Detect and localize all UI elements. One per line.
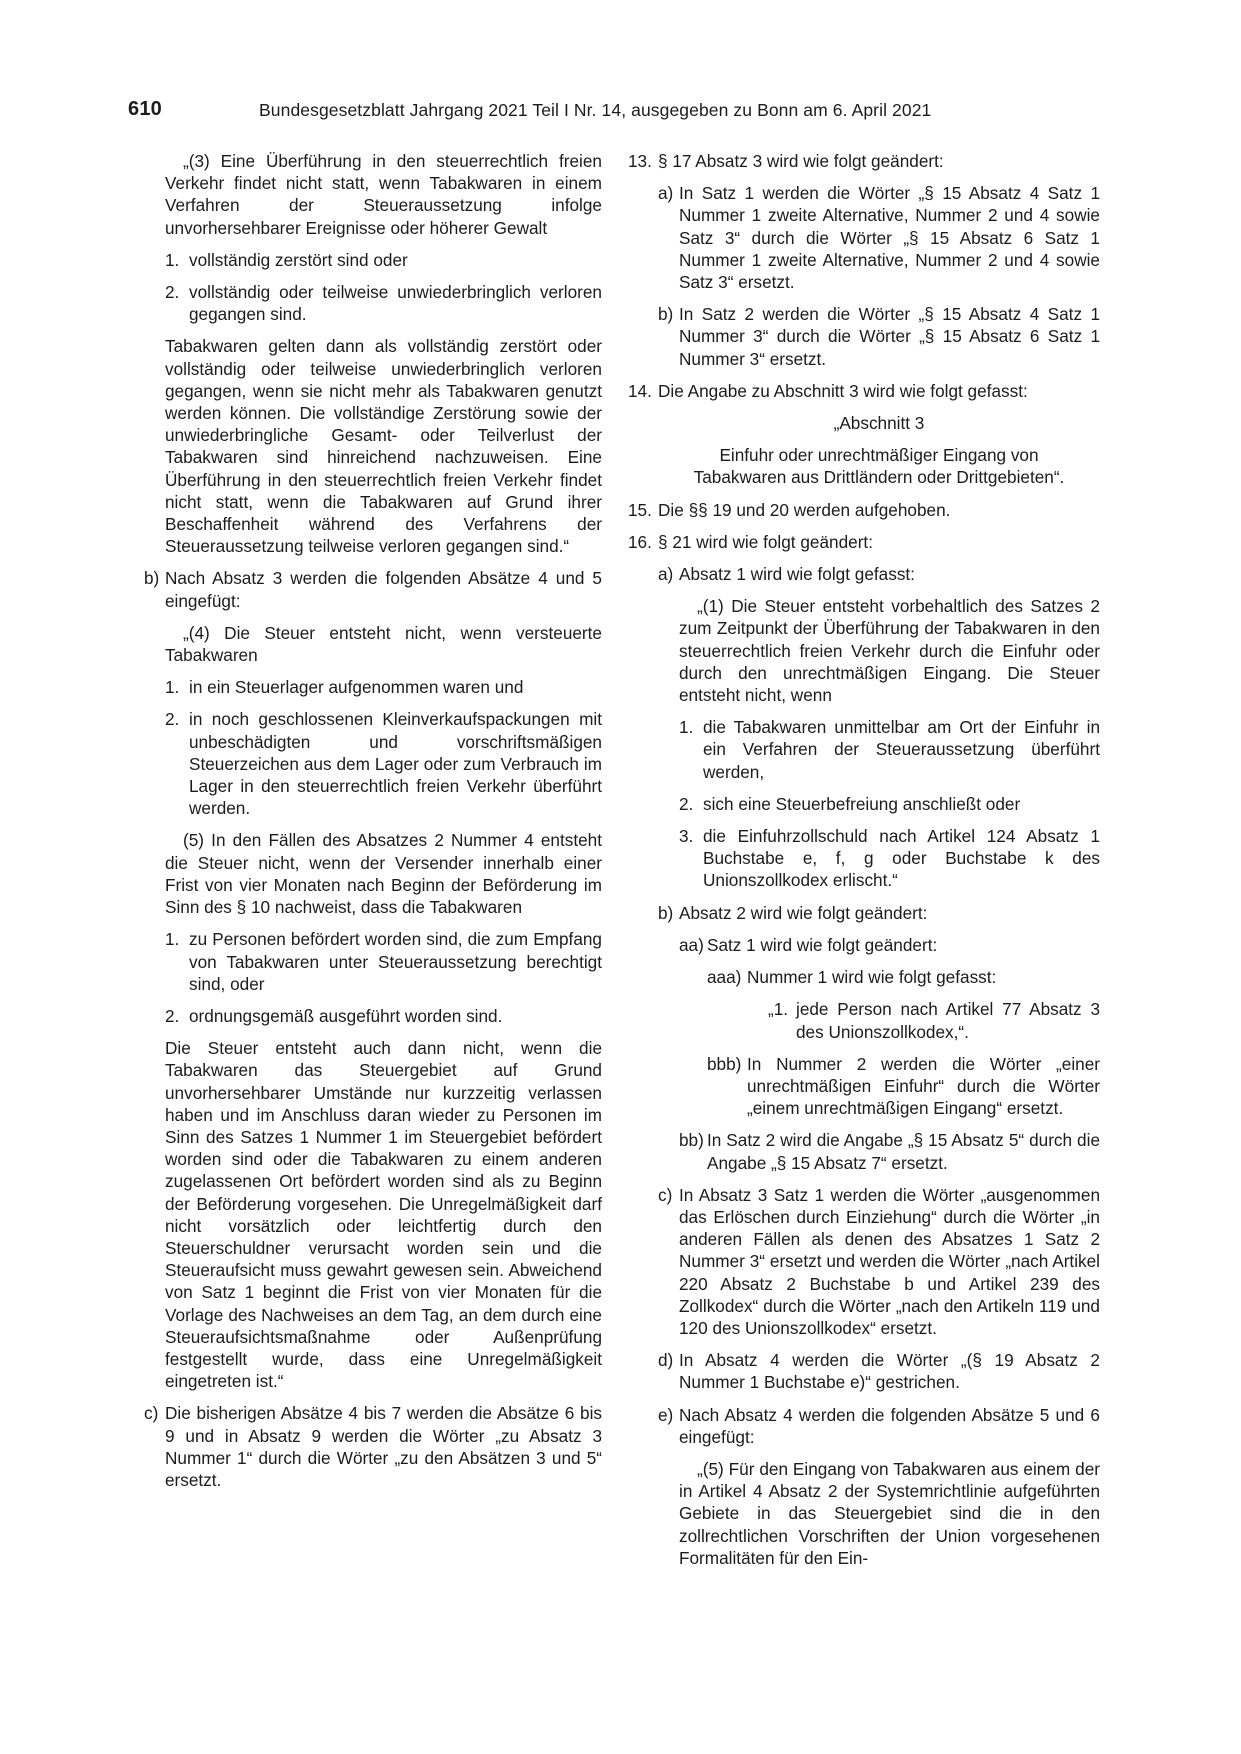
item-text: in ein Steuerlager aufgenommen waren und: [189, 677, 524, 698]
item-text: § 17 Absatz 3 wird wie folgt geändert:: [658, 151, 944, 171]
item-16-d: [658, 1349, 1100, 1393]
amendment-text: Die bisherigen Absätze 4 bis 7 werden die Absätze 6 bis 9 und in Absatz 9 werden die Wörter „zu Absatz 3 Nummer 1“ durch die Wörter „zu den Absätzen 3 und 5“ ersetzt.: [165, 1403, 602, 1490]
item-label: 1.: [165, 249, 180, 270]
amendment-text: Nummer 1 wird wie folgt gefasst:: [747, 967, 997, 988]
list-item: [165, 249, 602, 271]
item-label: „1.: [768, 999, 789, 1020]
item-text: ordnungsgemäß ausgeführt worden sind.: [189, 1005, 503, 1026]
quoted-paragraph-1: „(1) Die Steuer entsteht vorbehaltlich des Satzes 2 zum Zeitpunkt der Überführung der Tabakwaren in den steuerrechtlich freien Verkehr durch die Einfuhr oder durch den unrechtmäßigen Eingang. Die Steuer entsteht nicht, wenn: [679, 596, 1100, 706]
quoted-number-1: [768, 998, 1100, 1042]
item-14: [628, 380, 1100, 402]
amendment-text: In Satz 2 werden die Wörter „§ 15 Absatz 4 Satz 1 Nummer 3“ durch die Wörter „§ 15 Absatz 6 Satz 1 Nummer 3“ ersetzt.: [679, 304, 1100, 369]
amendment-label: bbb): [707, 1053, 742, 1074]
paragraph-3-intro: „(3) Eine Überführung in den steuerrechtlich freien Verkehr findet nicht statt, wenn Tabakwaren in einem Verfahren der Steueraussetzung infolge unvorhersehbarer Ereignisse oder höherer Gewalt: [165, 151, 602, 238]
list-item: [165, 1005, 602, 1027]
amendment-text: In Absatz 3 Satz 1 werden die Wörter „ausgenommen das Erlöschen durch Einziehung“ durch die Wörter „in anderen Fällen als denen des Absatzes 1 Satz 2 Nummer 3“ ersetzt und werden die Wörter „nach Artikel 220 Absatz 2 Buchstabe b und Artikel 239 des Zollkodex“ durch die Wörter „nach den Artikeln 119 und 120 des Unionszollkodex“ ersetzt.: [679, 1184, 1100, 1338]
list-item: [165, 281, 602, 325]
item-13: [628, 150, 1100, 172]
amendment-label: b): [658, 304, 674, 325]
item-16-b-aa-aaa: [707, 966, 1100, 988]
item-16-b: [658, 902, 1100, 924]
item-13-b: [658, 303, 1100, 370]
amendment-text: Nach Absatz 3 werden die folgenden Absätze 4 und 5 eingefügt:: [165, 568, 602, 611]
amendment-text: Satz 1 wird wie folgt geändert:: [707, 934, 938, 955]
item-number: 13.: [628, 151, 652, 171]
list-item: [679, 825, 1100, 892]
item-text: vollständig zerstört sind oder: [189, 249, 408, 270]
list-item: [165, 708, 602, 819]
amendment-label: c): [144, 1403, 159, 1424]
amendment-text: In Satz 2 wird die Angabe „§ 15 Absatz 5“ durch die Angabe „§ 15 Absatz 7“ ersetzt.: [707, 1130, 1100, 1173]
section-title-line: Tabakwaren aus Drittländern oder Drittgebieten“.: [693, 467, 1065, 488]
item-text: vollständig oder teilweise unwiederbringlich verloren gegangen sind.: [189, 282, 602, 325]
amendment-text: In Satz 1 werden die Wörter „§ 15 Absatz 4 Satz 1 Nummer 1 zweite Alternative, Nummer 2 und 4 sowie Satz 3“ durch die Wörter „§ 15 Absatz 6 Satz 1 Nummer 1 zweite Alternative, Nummer 2 und 4 sowie Satz 3“ ersetzt.: [679, 183, 1100, 293]
amendment-label: bb): [679, 1130, 704, 1151]
paragraph-5-intro: (5) In den Fällen des Absatzes 2 Nummer 4 entsteht die Steuer nicht, wenn der Versender innerhalb einer Frist von vier Monaten nach Beginn der Beförderung im Sinn des § 10 nachweist, dass die Tabakwaren: [165, 830, 602, 918]
paragraph-4-intro: „(4) Die Steuer entsteht nicht, wenn versteuerte Tabakwaren: [165, 622, 602, 666]
item-text: Die Angabe zu Abschnitt 3 wird wie folgt gefasst:: [658, 380, 1028, 401]
item-label: 1.: [165, 677, 180, 698]
item-number: 14.: [628, 380, 652, 401]
item-label: 2.: [165, 709, 180, 730]
amendment-label: aa): [679, 934, 704, 955]
list-item: [679, 716, 1100, 783]
item-16-b-bb: [679, 1129, 1100, 1173]
item-15: [628, 499, 1100, 521]
amendment-label: e): [658, 1404, 674, 1425]
amendment-text: Nach Absatz 4 werden die folgenden Absätze 5 und 6 eingefügt:: [679, 1404, 1100, 1447]
page-number: 610: [128, 98, 162, 120]
amendment-text: In Absatz 4 werden die Wörter „(§ 19 Absatz 2 Nummer 1 Buchstabe e)“ gestrichen.: [679, 1350, 1100, 1393]
item-16-c: [658, 1184, 1100, 1339]
item-label: 2.: [679, 793, 694, 814]
amendment-label: a): [658, 564, 674, 585]
item-16-b-aa: [679, 934, 1100, 956]
item-label: 1.: [165, 929, 180, 950]
item-16: [628, 531, 1100, 553]
left-column: [144, 150, 602, 1501]
item-16-a: [658, 563, 1100, 585]
item-16-e: [658, 1404, 1100, 1448]
item-text: sich eine Steuerbefreiung anschließt oder: [703, 793, 1021, 814]
list-item: [679, 793, 1100, 815]
amendment-label: b): [144, 568, 160, 589]
item-text: zu Personen befördert worden sind, die zum Empfang von Tabakwaren unter Steueraussetzung berechtigt sind, oder: [189, 929, 602, 994]
amendment-label: a): [658, 183, 674, 204]
item-13-a: [658, 182, 1100, 293]
list-item: [165, 928, 602, 995]
amendment-label: aaa): [707, 967, 742, 988]
item-number: 16.: [628, 531, 652, 552]
item-text: § 21 wird wie folgt geändert:: [658, 531, 873, 552]
amendment-label: c): [658, 1184, 673, 1205]
item-label: 2.: [165, 282, 180, 303]
item-label: 3.: [679, 826, 694, 847]
item-label: 2.: [165, 1005, 180, 1026]
quoted-paragraph-5: „(5) Für den Eingang von Tabakwaren aus einem der in Artikel 4 Absatz 2 der Systemrichtlinie aufgeführten Gebiete in das Steuergebiet sind die in den zollrechtlichen Vorschriften der Union vorgesehenen Formalitäten für den Ein-: [679, 1458, 1100, 1568]
section-title-line: Einfuhr oder unrechtmäßiger Eingang von: [719, 445, 1039, 466]
amendment-text: Absatz 2 wird wie folgt geändert:: [679, 902, 928, 923]
running-head: Bundesgesetzblatt Jahrgang 2021 Teil I Nr. 14, ausgegeben zu Bonn am 6. April 2021: [259, 100, 932, 120]
item-label: 1.: [679, 717, 694, 738]
amendment-label: d): [658, 1350, 674, 1371]
item-16-b-aa-bbb: [707, 1053, 1100, 1120]
item-text: in noch geschlossenen Kleinverkaufspackungen mit unbeschädigten und vorschriftsmäßigen Steuerzeichen aus dem Lager oder zum Verbrauch im Lager in den steuerrechtlich freien Verkehr überführt werden.: [189, 709, 602, 819]
amendment-b: [144, 567, 602, 611]
amendment-text: Absatz 1 wird wie folgt gefasst:: [679, 564, 915, 585]
item-text: die Einfuhrzollschuld nach Artikel 124 Absatz 1 Buchstabe e, f, g oder Buchstabe k des Unionszollkodex erlischt.“: [703, 826, 1100, 891]
list-item: [165, 676, 602, 698]
item-text: jede Person nach Artikel 77 Absatz 3 des Unionszollkodex,“.: [796, 999, 1100, 1042]
item-number: 15.: [628, 499, 652, 520]
right-column: [628, 150, 1100, 1579]
section-heading: „Abschnitt 3: [833, 413, 925, 434]
amendment-c: [144, 1402, 602, 1491]
item-text: die Tabakwaren unmittelbar am Ort der Einfuhr in ein Verfahren der Steueraussetzung überführt werden,: [703, 717, 1100, 782]
paragraph-3-rest: Tabakwaren gelten dann als vollständig zerstört oder vollständig oder teilweise unwiederbringlich verloren gegangen, wenn sie nicht mehr als Tabakwaren genutzt werden können. Die vollständige Zerstörung sowie der unwiederbringliche Gesamt- oder Teilverlust der Tabakwaren sind hinreichend nachzuweisen. Eine Überführung in den steuerrechtlich freien Verkehr findet nicht statt, wenn die Tabakwaren auf Grund ihrer Beschaffenheit während des Verfahrens der Steueraussetzung teilweise verloren gegangen sind.“: [165, 336, 602, 557]
amendment-text: In Nummer 2 werden die Wörter „einer unrechtmäßigen Einfuhr“ durch die Wörter „einem unrechtmäßigen Eingang“ ersetzt.: [747, 1053, 1100, 1119]
amendment-label: b): [658, 902, 674, 923]
item-text: Die §§ 19 und 20 werden aufgehoben.: [658, 499, 951, 520]
paragraph-5-rest: Die Steuer entsteht auch dann nicht, wenn die Tabakwaren das Steuergebiet auf Grund unvorhersehbarer Umstände nur kurzzeitig verlassen haben und im Anschluss daran wieder zu Personen im Sinn des Satzes 1 Nummer 1 im Steuergebiet befördert worden sind oder die Tabakwaren zu einem anderen zugelassenen Ort befördert worden sind als zu Beginn der Beförderung vorgesehen. Die Unregelmäßigkeit darf nicht vorsätzlich oder leichtfertig durch den Steuerschuldner verursacht worden sein und die Steueraufsicht muss gewahrt gewesen sein. Abweichend von Satz 1 beginnt die Frist von vier Monaten für die Vorlage des Nachweises an dem Tag, an dem durch eine Steueraufsichtsmaßnahme oder Außenprüfung festgestellt wurde, dass eine Unregelmäßigkeit eingetreten ist.“: [165, 1038, 602, 1392]
